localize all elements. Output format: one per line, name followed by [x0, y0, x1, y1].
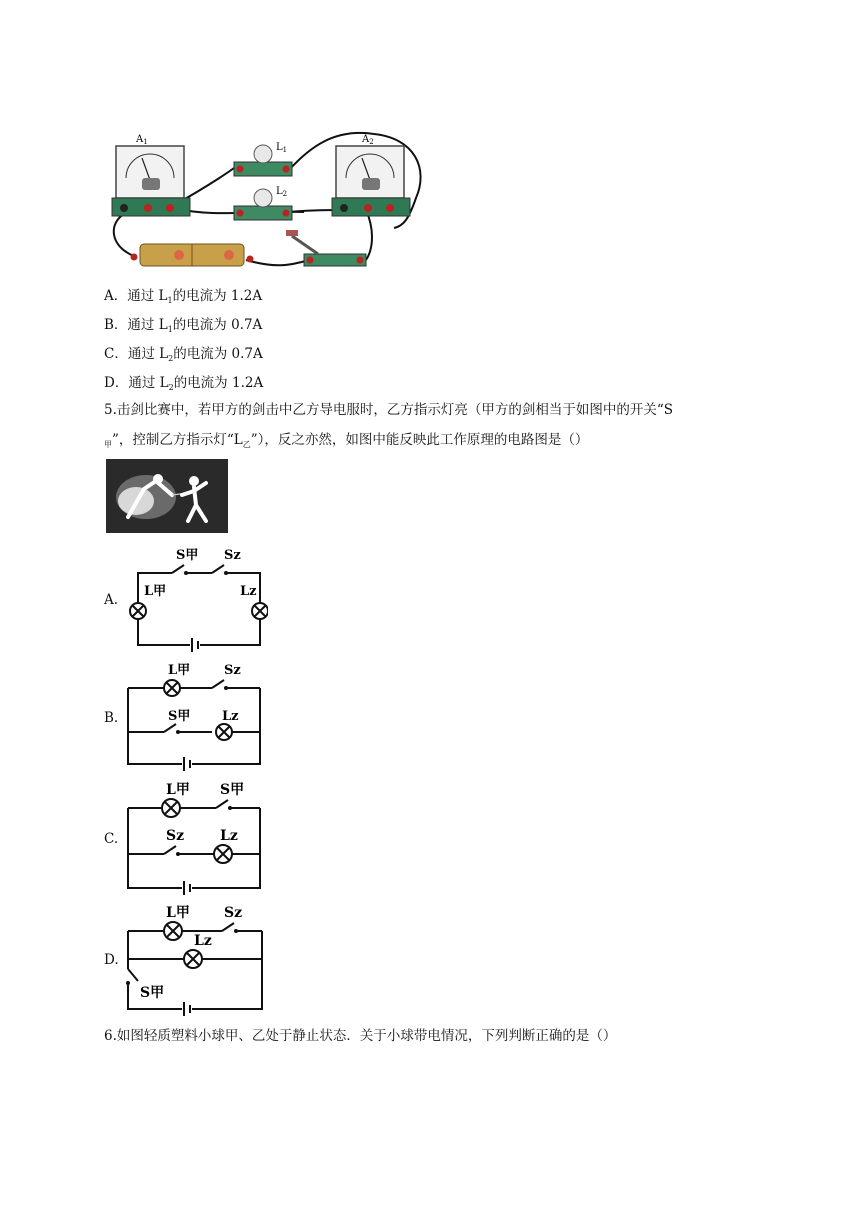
a-l-yi-label: Lz: [240, 584, 257, 599]
q5-stem-line1: 5.击剑比赛中，若甲方的剑击中乙方导电服时，乙方指示灯亮（甲方的剑相当于如图中的开关“S: [104, 402, 674, 418]
ammeter-a1-label: $A_1$: [136, 134, 148, 146]
b-l-jia-label: L甲: [168, 663, 191, 678]
lamp-l2-label: $L_2$: [276, 186, 288, 198]
c-l-jia-label: L甲: [166, 782, 190, 798]
a-l-jia-label: L甲: [144, 584, 167, 599]
lamp-l2: [234, 186, 292, 220]
circuit-option-b-label[interactable]: B.: [104, 710, 119, 726]
b-l-yi-label: Lz: [222, 709, 239, 724]
b-s-jia-label: S甲: [168, 709, 191, 724]
circuit-photo-figure: [104, 128, 424, 272]
q5-stem-line2: $_甲$”，控制乙方指示灯“$L_乙$”），反之亦然，如图中能反映此工作原理的电路图是（）: [104, 432, 589, 449]
c-s-jia-label: S甲: [220, 782, 245, 798]
lamp-l1: [234, 142, 292, 176]
d-l-jia-label: L甲: [166, 905, 190, 921]
c-l-yi-label: Lz: [220, 828, 238, 844]
circuit-option-a-label[interactable]: A.: [104, 592, 119, 608]
lamp-l1-label: $L_1$: [276, 142, 288, 154]
ammeter-a2: [332, 134, 410, 216]
q4-option-a[interactable]: A．通过 $L_1$的电流为 1.2A: [104, 288, 263, 305]
ammeter-a2-label: $A_2$: [362, 134, 374, 146]
circuit-diagram-b: [126, 660, 266, 775]
q4-option-c[interactable]: C．通过 $L_2$的电流为 0.7A: [104, 346, 263, 363]
circuit-option-d-label[interactable]: D.: [104, 952, 119, 968]
a-s-yi-label: Sz: [224, 548, 241, 563]
q6-stem: 6.如图轻质塑料小球甲、乙处于静止状态．关于小球带电情况，下列判断正确的是（）: [104, 1028, 617, 1044]
ammeter-a1: [112, 134, 190, 216]
fencing-photo: [106, 459, 228, 533]
circuit-diagram-c: [124, 778, 266, 896]
circuit-diagram-a: [128, 543, 268, 653]
q4-option-d[interactable]: D．通过 $L_2$的电流为 1.2A: [104, 375, 264, 392]
d-s-jia-label: S甲: [140, 985, 165, 1001]
a-s-jia-label: S甲: [176, 548, 199, 563]
b-s-yi-label: Sz: [224, 663, 241, 678]
battery: [131, 244, 254, 266]
circuit-diagram-d: [124, 899, 268, 1017]
knife-switch: [286, 230, 366, 266]
q4-option-b[interactable]: B．通过 $L_1$的电流为 0.7A: [104, 317, 263, 334]
c-s-yi-label: Sz: [166, 828, 185, 844]
d-l-yi-label: Lz: [194, 933, 212, 949]
d-s-yi-label: Sz: [224, 905, 243, 921]
circuit-option-c-label[interactable]: C.: [104, 831, 119, 847]
